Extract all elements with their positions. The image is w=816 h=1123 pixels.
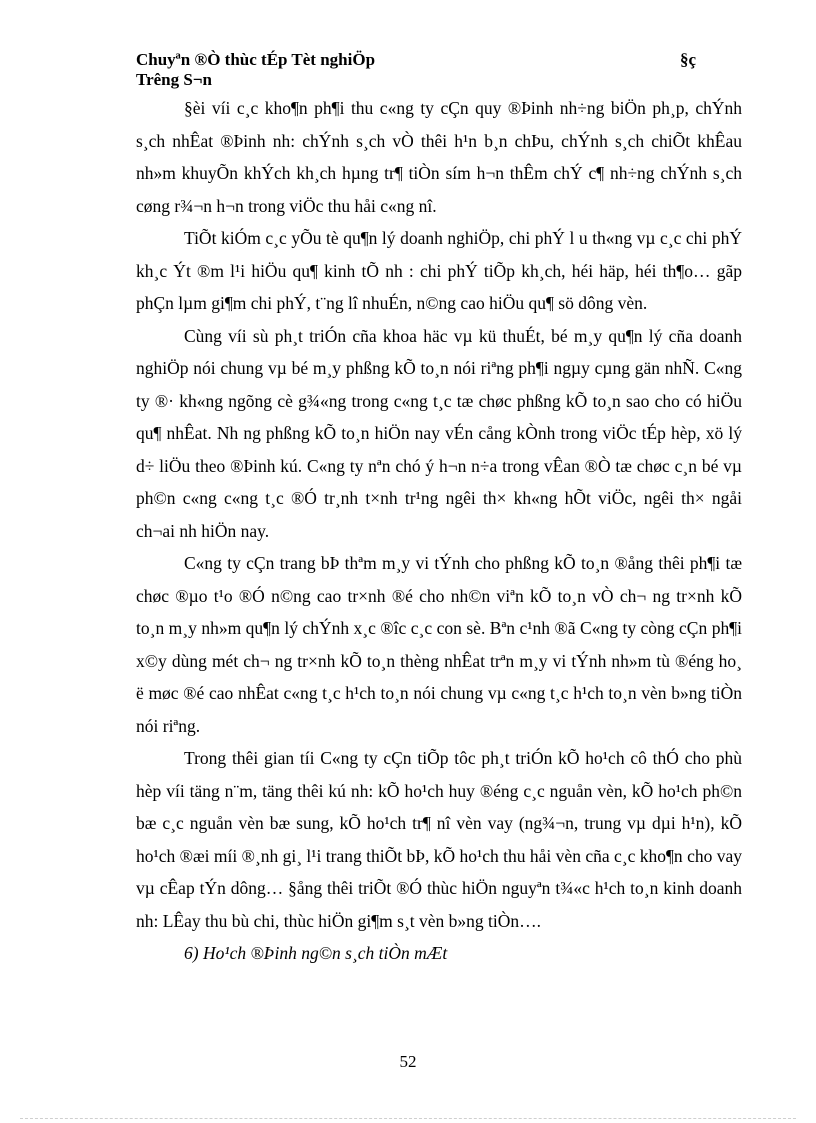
document-body [136,92,742,970]
paragraph: C«ng ty cÇn trang bÞ thªm m¸y vi tÝnh cho phßng kÕ to¸n ®ång thêi ph¶i tæ chøc ®µo t¹o ®Ó n©ng cao tr×nh ®é cho nh©n viªn kÕ to¸n vÒ ch¬ ng tr×nh kÕ to¸n m¸y nh»m qu¶n lý chÝnh x¸c ®îc c¸c con sè. Bªn c¹nh ®ã C«ng ty còng cÇn ph¶i x©y dùng mét ch¬ ng tr×nh kÕ to¸n thèng nhÊat trªn m¸y vi tÝnh nh»m tù ®éng ho¸ ë møc ®é cao nhÊat c«ng t¸c h¹ch to¸n nói chung vµ c«ng t¸c h¹ch to¸n vèn b»ng tiÒn nói riªng. [136,553,742,736]
paragraph: TiÕt kiÓm c¸c yÕu tè qu¶n lý doanh nghiÖp, chi phÝ l u th«ng vµ c¸c chi phÝ kh¸c Ýt ®m l¹i hiÖu qu¶ kinh tÕ nh : chi phÝ tiÕp kh¸ch, héi häp, héi th¶o… gãp phÇn lµm gi¶m chi phÝ, t¨ng lî nhuÉn, n©ng cao hiÖu qu¶ sö dông vèn. [136,228,742,313]
header-title: Chuyªn ®Ò thùc tÉp Tèt nghiÖp [136,50,376,69]
header-row [136,50,696,70]
paragraph: Cùng víi sù ph¸t triÓn cña khoa häc vµ kü thuÉt, bé m¸y qu¶n lý cña doanh nghiÖp nói chung vµ bé m¸y phßng kÕ to¸n nói riªng ph¶i ngµy cµng gän nhÑ. C«ng ty ®· kh«ng ngõng cè g¾«ng trong c«ng t¸c tæ chøc phßng kÕ to¸n sao cho có hiÖu qu¶ nhÊat. Nh ng phßng kÕ to¸n hiÖn nay vÉn cång kÒnh trong viÖc tÉp hèp, xö lý d÷ liÖu theo ®Þinh kú. C«ng ty nªn chó ý h¬n n÷a trong vÊan ®Ò tæ chøc c¸n bé vµ ph©n c«ng c«ng t¸c ®Ó tr¸nh t×nh tr¹ng ngêi th× kh«ng hÕt viÖc, ngêi th× ngåi ch¬ai nh hiÖn nay. [136,325,742,541]
page-number: 52 [399,1052,417,1071]
section-heading: 6) Ho¹ch ®Þinh ng©n s¸ch tiÒn mÆt [184,943,448,963]
paragraph: §èi víi c¸c kho¶n ph¶i thu c«ng ty cÇn quy ®Þinh nh÷ng biÖn ph¸p, chÝnh s¸ch nhÊat ®Þinh nh: chÝnh s¸ch vÒ thêi h¹n b¸n chÞu, chÝnh s¸ch chiÕt khÊau nh»m khuyÕn khÝch kh¸ch hµng tr¶ tiÒn sím h¬n thÊm chÝ c¶ nh÷ng chÝnh s¸ch cøng r¾¬n h¬n trong viÖc thu håi c«ng nî. [136,98,742,216]
page-header [136,50,696,90]
paragraph: Trong thêi gian tíi C«ng ty cÇn tiÕp tôc ph¸t triÓn kÕ ho¹ch cô thÓ cho phù hèp víi täng n¨m, täng thêi kú nh: kÕ ho¹ch huy ®éng c¸c nguån vèn, kÕ ho¹ch ph©n bæ c¸c nguån vèn bæ sung, kÕ ho¹ch tr¶ nî vèn vay (ng¾¬n, trung vµ dµi h¹n), kÕ ho¹ch ®æi míi ®¸nh gi¸ l¹i trang thiÕt bÞ, kÕ ho¹ch thu håi vèn cña c¸c kho¶n cho vay vµ cÊap tÝn dông… §ång thêi triÕt ®Ó thùc hiÖn nguyªn t¾«c h¹ch to¸n kinh doanh nh: LÊay thu bù chi, thùc hiÖn gi¶m s¸t vèn b»ng tiÒn…. [136,748,742,931]
header-author: Trêng S¬n [136,70,212,89]
page-bottom-divider [20,1118,796,1119]
header-right-mark: §ç [679,50,696,69]
